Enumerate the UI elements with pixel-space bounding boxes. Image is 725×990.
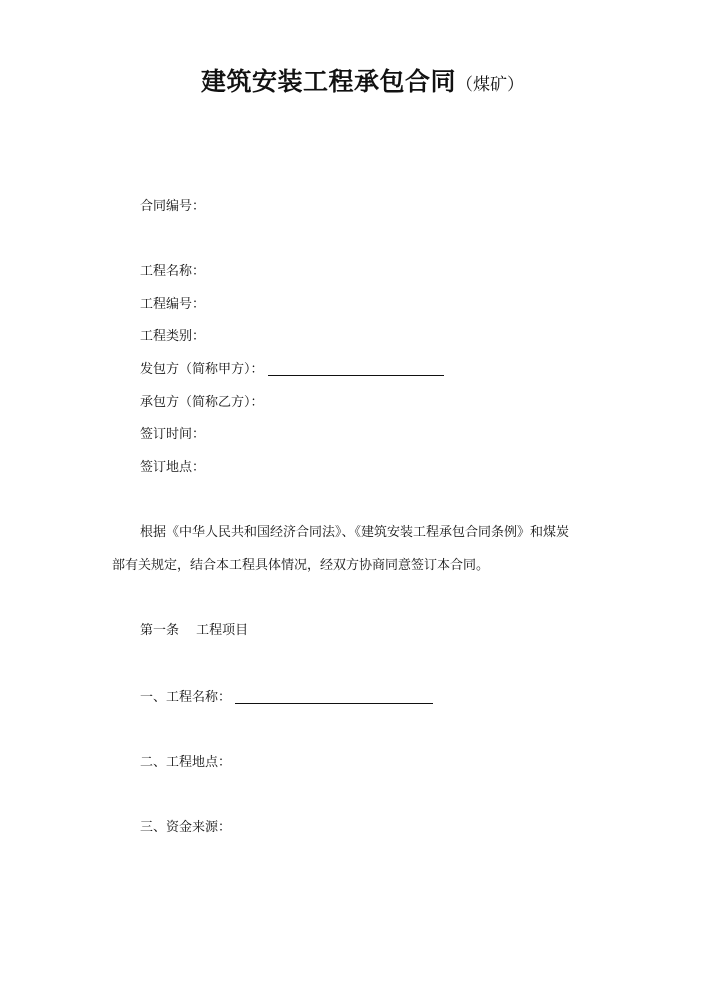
signing-time-label: 签订时间： <box>140 427 206 442</box>
article-1-item-funding-source <box>140 819 231 837</box>
signing-place-label: 签订地点： <box>140 460 206 475</box>
project-category-label: 工程类别： <box>140 329 206 344</box>
party-b-label: 承包方（简称乙方）： <box>140 395 264 410</box>
project-number-field <box>140 296 205 314</box>
intro-paragraph-line-2: 部有关规定，结合本工程具体情况，经双方协商同意签订本合同。 <box>112 558 490 573</box>
party-a-label: 发包方（简称甲方）： <box>140 362 264 377</box>
item-project-location-label: 二、工程地点： <box>140 755 232 770</box>
intro-paragraph-line-1: 根据《中华人民共和国经济合同法》、《建筑安装工程承包合同条例》和煤炭 <box>140 525 570 540</box>
title-main: 建筑安装工程承包合同 <box>200 67 456 96</box>
item-funding-source-label: 三、资金来源： <box>140 820 232 835</box>
article-1-item-project-name <box>140 689 433 707</box>
signing-place-field <box>140 459 205 477</box>
project-number-label: 工程编号： <box>140 297 206 312</box>
item-project-name-blank-line <box>235 689 433 704</box>
party-b-field <box>140 394 264 412</box>
project-category-field <box>140 328 205 346</box>
article-1-item-project-location <box>140 754 231 772</box>
party-a-field <box>140 361 444 379</box>
article-1-heading: 第一条 工程项目 <box>140 623 249 638</box>
party-a-blank-line <box>268 361 444 376</box>
document-title <box>0 62 725 98</box>
signing-time-field <box>140 426 205 444</box>
project-name-label: 工程名称： <box>140 264 206 279</box>
contract-number-label: 合同编号： <box>140 199 206 214</box>
contract-number-field <box>140 198 205 216</box>
item-project-name-label: 一、工程名称： <box>140 690 232 705</box>
project-name-field <box>140 263 205 281</box>
title-suffix: （煤矿） <box>456 75 524 95</box>
